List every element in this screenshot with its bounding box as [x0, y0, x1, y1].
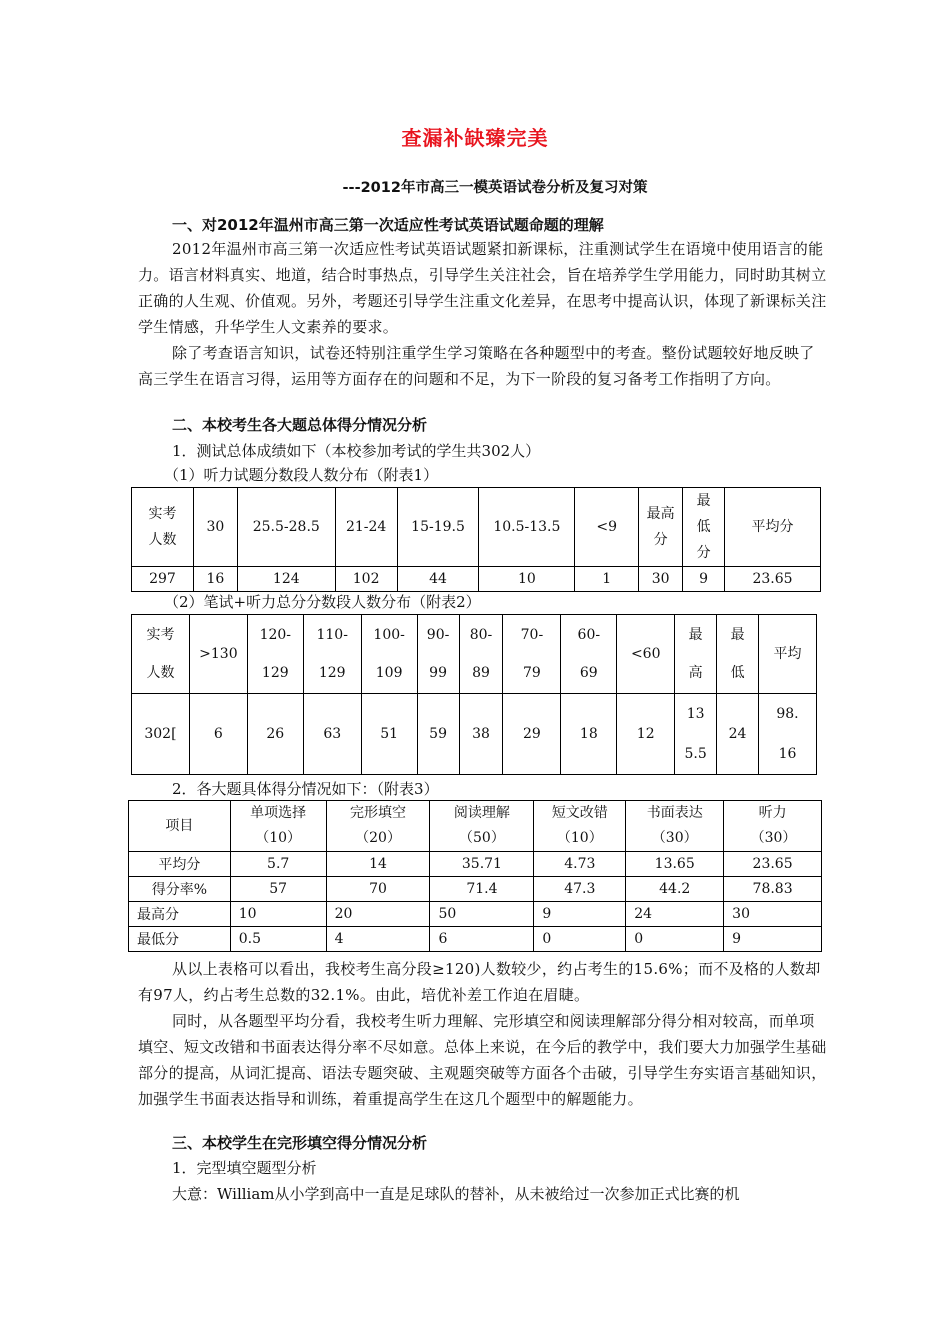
total-score-table — [131, 614, 817, 775]
table1-header: 实考人数 — [132, 488, 194, 567]
table3-cell: 9 — [534, 902, 626, 927]
table2-cell: 135.5 — [675, 694, 717, 775]
table2-header: 最高 — [675, 615, 717, 694]
table3-header: 书面表达（30） — [626, 801, 724, 852]
table1-header: 10.5-13.5 — [479, 488, 575, 567]
table3-cell: 57 — [230, 877, 326, 902]
document-subtitle: ---2012年市高三一模英语试卷分析及复习对策 — [342, 180, 648, 196]
table1-cell: 30 — [639, 567, 683, 592]
table1-cell: 124 — [237, 567, 335, 592]
table1-header: <9 — [575, 488, 639, 567]
table2-header: >130 — [189, 615, 247, 694]
table1-header: 25.5-28.5 — [237, 488, 335, 567]
table3-cell: 50 — [430, 902, 534, 927]
section1-paragraph-2: 除了考查语言知识，试卷还特别注重学生学习策略在各种题型中的考查。整份试题较好地反映了高三学生在语言习得，运用等方面存在的问题和不足，为下一阶段的复习备考工作指明了方向。 — [138, 344, 815, 388]
table3-cell: 4.73 — [534, 852, 626, 877]
table3-header: 短文改错（10） — [534, 801, 626, 852]
section3-item-1: 1．完型填空题型分析 — [172, 1159, 317, 1177]
table2-cell: 302[ — [132, 694, 190, 775]
section1-paragraph-1: 2012年温州市高三第一次适应性考试英语试题紧扣新课标，注重测试学生在语境中使用语言的能力。语言材料真实、地道，结合时事热点，引导学生关注社会，旨在培养学生学用能力，同时助其树立正确的人生观、价值观。另外，考题还引导学生注重文化差异，在思考中提高认识，体现了新课标关注学生情感，升华学生人文素养的要求。 — [138, 240, 827, 336]
table2-header: 60-69 — [561, 615, 617, 694]
table2-cell: 26 — [247, 694, 303, 775]
table1-header: 15-19.5 — [397, 488, 479, 567]
table1-cell: 1 — [575, 567, 639, 592]
table2-header: 平均 — [759, 615, 817, 694]
table2-header: 100-109 — [361, 615, 417, 694]
section-score-table — [128, 800, 822, 952]
table3-header: 完形填空（20） — [326, 801, 430, 852]
listening-score-table — [131, 487, 821, 592]
table2-cell: 6 — [189, 694, 247, 775]
table3-row-label: 平均分 — [129, 852, 231, 877]
table3-row-label: 得分率% — [129, 877, 231, 902]
table1-header: 最高分 — [639, 488, 683, 567]
table3-header: 项目 — [129, 801, 231, 852]
table2-cell: 12 — [617, 694, 675, 775]
table3-cell: 0 — [626, 927, 724, 952]
table3-cell: 4 — [326, 927, 430, 952]
table2-caption: （2）笔试+听力总分分数段人数分布（附表2） — [164, 593, 481, 611]
table2-cell: 98.16 — [759, 694, 817, 775]
table3-row-label: 最高分 — [129, 902, 231, 927]
document-title: 查漏补缺臻完美 — [401, 126, 549, 150]
table3-header: 听力（30） — [724, 801, 822, 852]
table1-header: 平均分 — [725, 488, 821, 567]
table3-cell: 0 — [534, 927, 626, 952]
table3-cell: 71.4 — [430, 877, 534, 902]
table3-cell: 44.2 — [626, 877, 724, 902]
table3-cell: 35.71 — [430, 852, 534, 877]
table2-header: 70-79 — [503, 615, 561, 694]
table1-cell: 23.65 — [725, 567, 821, 592]
section2-item-1: 1．测试总体成绩如下（本校参加考试的学生共302人） — [172, 442, 541, 460]
table3-cell: 78.83 — [724, 877, 822, 902]
section2-item-2: 2．各大题具体得分情况如下：（附表3） — [172, 780, 439, 798]
table2-cell: 24 — [717, 694, 759, 775]
section2-paragraph-2: 同时，从各题型平均分看，我校考生听力理解、完形填空和阅读理解部分得分相对较高，而单项填空、短文改错和书面表达得分率不尽如意。总体上来说，在今后的教学中，我们要大力加强学生基础部分的提高，从词汇提高、语法专题突破、主观题突破等方面各个击破，引导学生夯实语言基础知识，加强学生书面表达指导和训练，着重提高学生在这几个题型中的解题能力。 — [138, 1012, 827, 1108]
table1-cell: 16 — [193, 567, 237, 592]
table3-cell: 47.3 — [534, 877, 626, 902]
table2-cell: 29 — [503, 694, 561, 775]
table2-header: 最低 — [717, 615, 759, 694]
table1-caption: （1）听力试题分数段人数分布（附表1） — [164, 466, 439, 484]
table3-header: 阅读理解（50） — [430, 801, 534, 852]
table3-cell: 6 — [430, 927, 534, 952]
table3-cell: 24 — [626, 902, 724, 927]
table2-cell: 18 — [561, 694, 617, 775]
table1-cell: 102 — [335, 567, 397, 592]
table3-cell: 70 — [326, 877, 430, 902]
table3-cell: 5.7 — [230, 852, 326, 877]
table2-header: 实考人数 — [132, 615, 190, 694]
table1-header: 30 — [193, 488, 237, 567]
table2-header: 120-129 — [247, 615, 303, 694]
section3-paragraph-1: 大意：William从小学到高中一直是足球队的替补，从未被给过一次参加正式比赛的机 — [172, 1185, 740, 1203]
table3-cell: 14 — [326, 852, 430, 877]
section3-heading: 三、本校学生在完形填空得分情况分析 — [172, 1134, 428, 1152]
table3-cell: 10 — [230, 902, 326, 927]
table1-header: 最低分 — [683, 488, 725, 567]
table2-header: 110-129 — [303, 615, 361, 694]
section2-paragraph-1: 从以上表格可以看出，我校考生高分段≥120)人数较少，约占考生的15.6%；而不及格的人数却有97人，约占考生总数的32.1%。由此，培优补差工作迫在眉睫。 — [138, 960, 821, 1004]
table1-header: 21-24 — [335, 488, 397, 567]
table3-header: 单项选择（10） — [230, 801, 326, 852]
table3-cell: 30 — [724, 902, 822, 927]
table2-cell: 63 — [303, 694, 361, 775]
table3-cell: 23.65 — [724, 852, 822, 877]
table2-header: <60 — [617, 615, 675, 694]
table1-cell: 10 — [479, 567, 575, 592]
section2-heading: 二、本校考生各大题总体得分情况分析 — [172, 416, 428, 434]
table1-cell: 44 — [397, 567, 479, 592]
table2-header: 90-99 — [417, 615, 459, 694]
table2-cell: 38 — [459, 694, 503, 775]
table3-cell: 9 — [724, 927, 822, 952]
section1-heading: 一、对2012年温州市高三第一次适应性考试英语试题命题的理解 — [172, 216, 604, 234]
table2-header: 80-89 — [459, 615, 503, 694]
table1-cell: 297 — [132, 567, 194, 592]
table3-cell: 0.5 — [230, 927, 326, 952]
table3-cell: 20 — [326, 902, 430, 927]
table1-cell: 9 — [683, 567, 725, 592]
table2-cell: 59 — [417, 694, 459, 775]
table2-cell: 51 — [361, 694, 417, 775]
table3-cell: 13.65 — [626, 852, 724, 877]
table3-row-label: 最低分 — [129, 927, 231, 952]
